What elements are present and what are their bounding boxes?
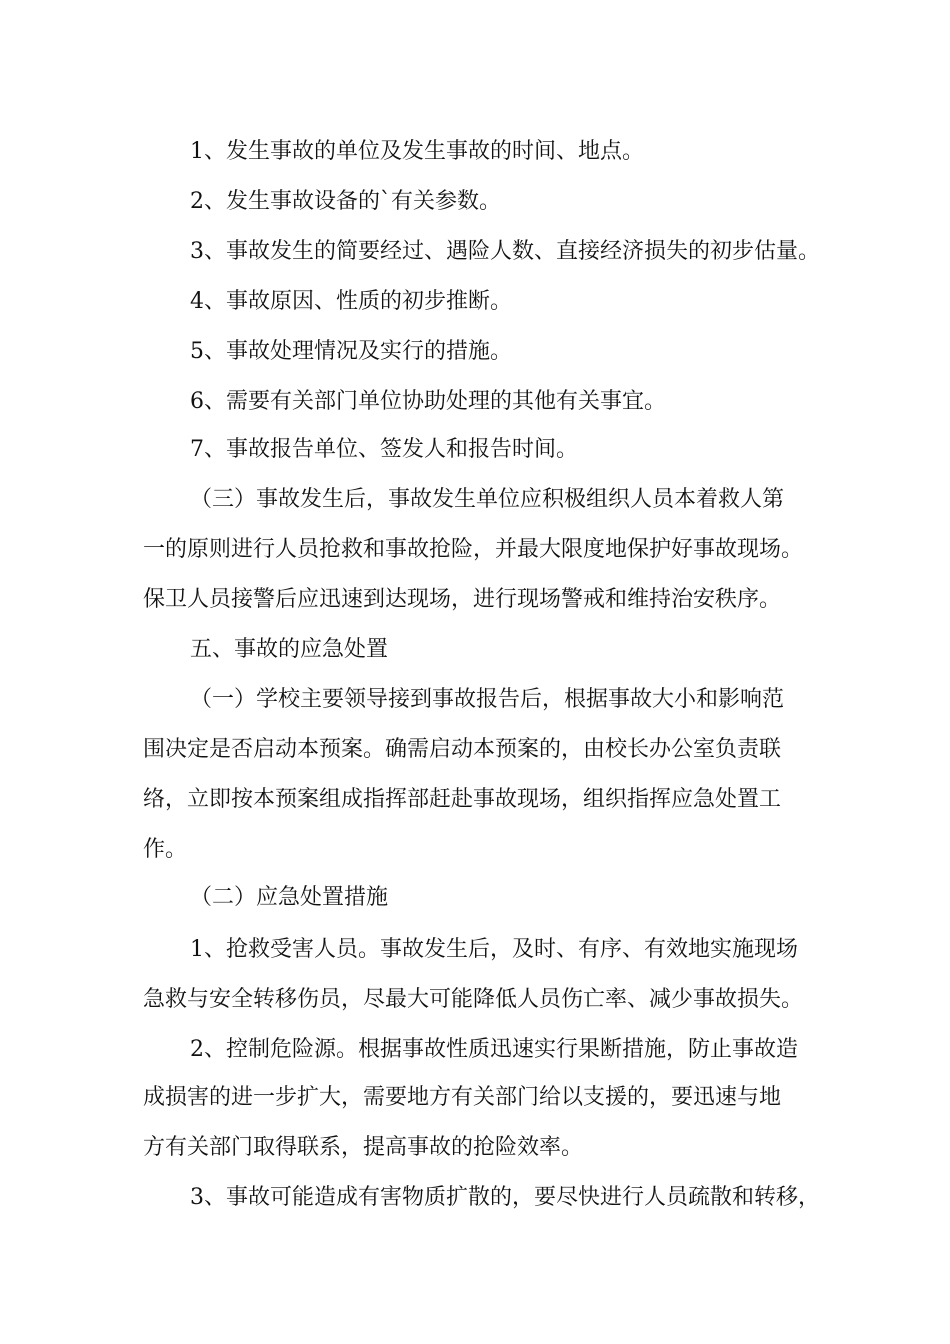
subsection-heading: （二）应急处置措施 <box>190 885 389 910</box>
text-line: 6、需要有关部门单位协助处理的其他有关事宜。 <box>190 389 666 414</box>
text-line: 1、发生事故的单位及发生事故的时间、地点。 <box>190 139 644 164</box>
section-heading: 五、事故的应急处置 <box>190 637 389 662</box>
text-line: 3、事故发生的简要经过、遇险人数、直接经济损失的初步估量。 <box>190 239 820 264</box>
text-line: 一的原则进行人员抢救和事故抢险，并最大限度地保护好事故现场。 <box>143 537 804 562</box>
text-line: 保卫人员接警后应迅速到达现场，进行现场警戒和维持治安秩序。 <box>143 587 782 612</box>
text-line: 围决定是否启动本预案。确需启动本预案的，由校长办公室负责联 <box>143 737 782 762</box>
text-line: 成损害的进一步扩大，需要地方有关部门给以支援的，要迅速与地 <box>143 1085 782 1110</box>
text-line: 7、事故报告单位、签发人和报告时间。 <box>190 437 578 462</box>
text-line: 4、事故原因、性质的初步推断。 <box>190 289 512 314</box>
text-line: 急救与安全转移伤员，尽最大可能降低人员伤亡率、减少事故损失。 <box>143 987 804 1012</box>
text-line: 1、抢救受害人员。事故发生后，及时、有序、有效地实施现场 <box>190 937 798 962</box>
text-line: 作。 <box>143 837 188 862</box>
text-line: 络，立即按本预案组成指挥部赶赴事故现场，组织指挥应急处置工 <box>143 787 782 812</box>
text-line: 2、发生事故设备的`有关参数。 <box>190 189 501 214</box>
text-line: （三）事故发生后，事故发生单位应积极组织人员本着救人第 <box>190 487 785 512</box>
text-line: （一）学校主要领导接到事故报告后，根据事故大小和影响范 <box>190 687 785 712</box>
text-line: 3、事故可能造成有害物质扩散的，要尽快进行人员疏散和转移， <box>190 1185 820 1210</box>
text-line: 方有关部门取得联系，提高事故的抢险效率。 <box>143 1135 584 1160</box>
text-line: 5、事故处理情况及实行的措施。 <box>190 339 512 364</box>
text-line: 2、控制危险源。根据事故性质迅速实行果断措施，防止事故造 <box>190 1037 798 1062</box>
